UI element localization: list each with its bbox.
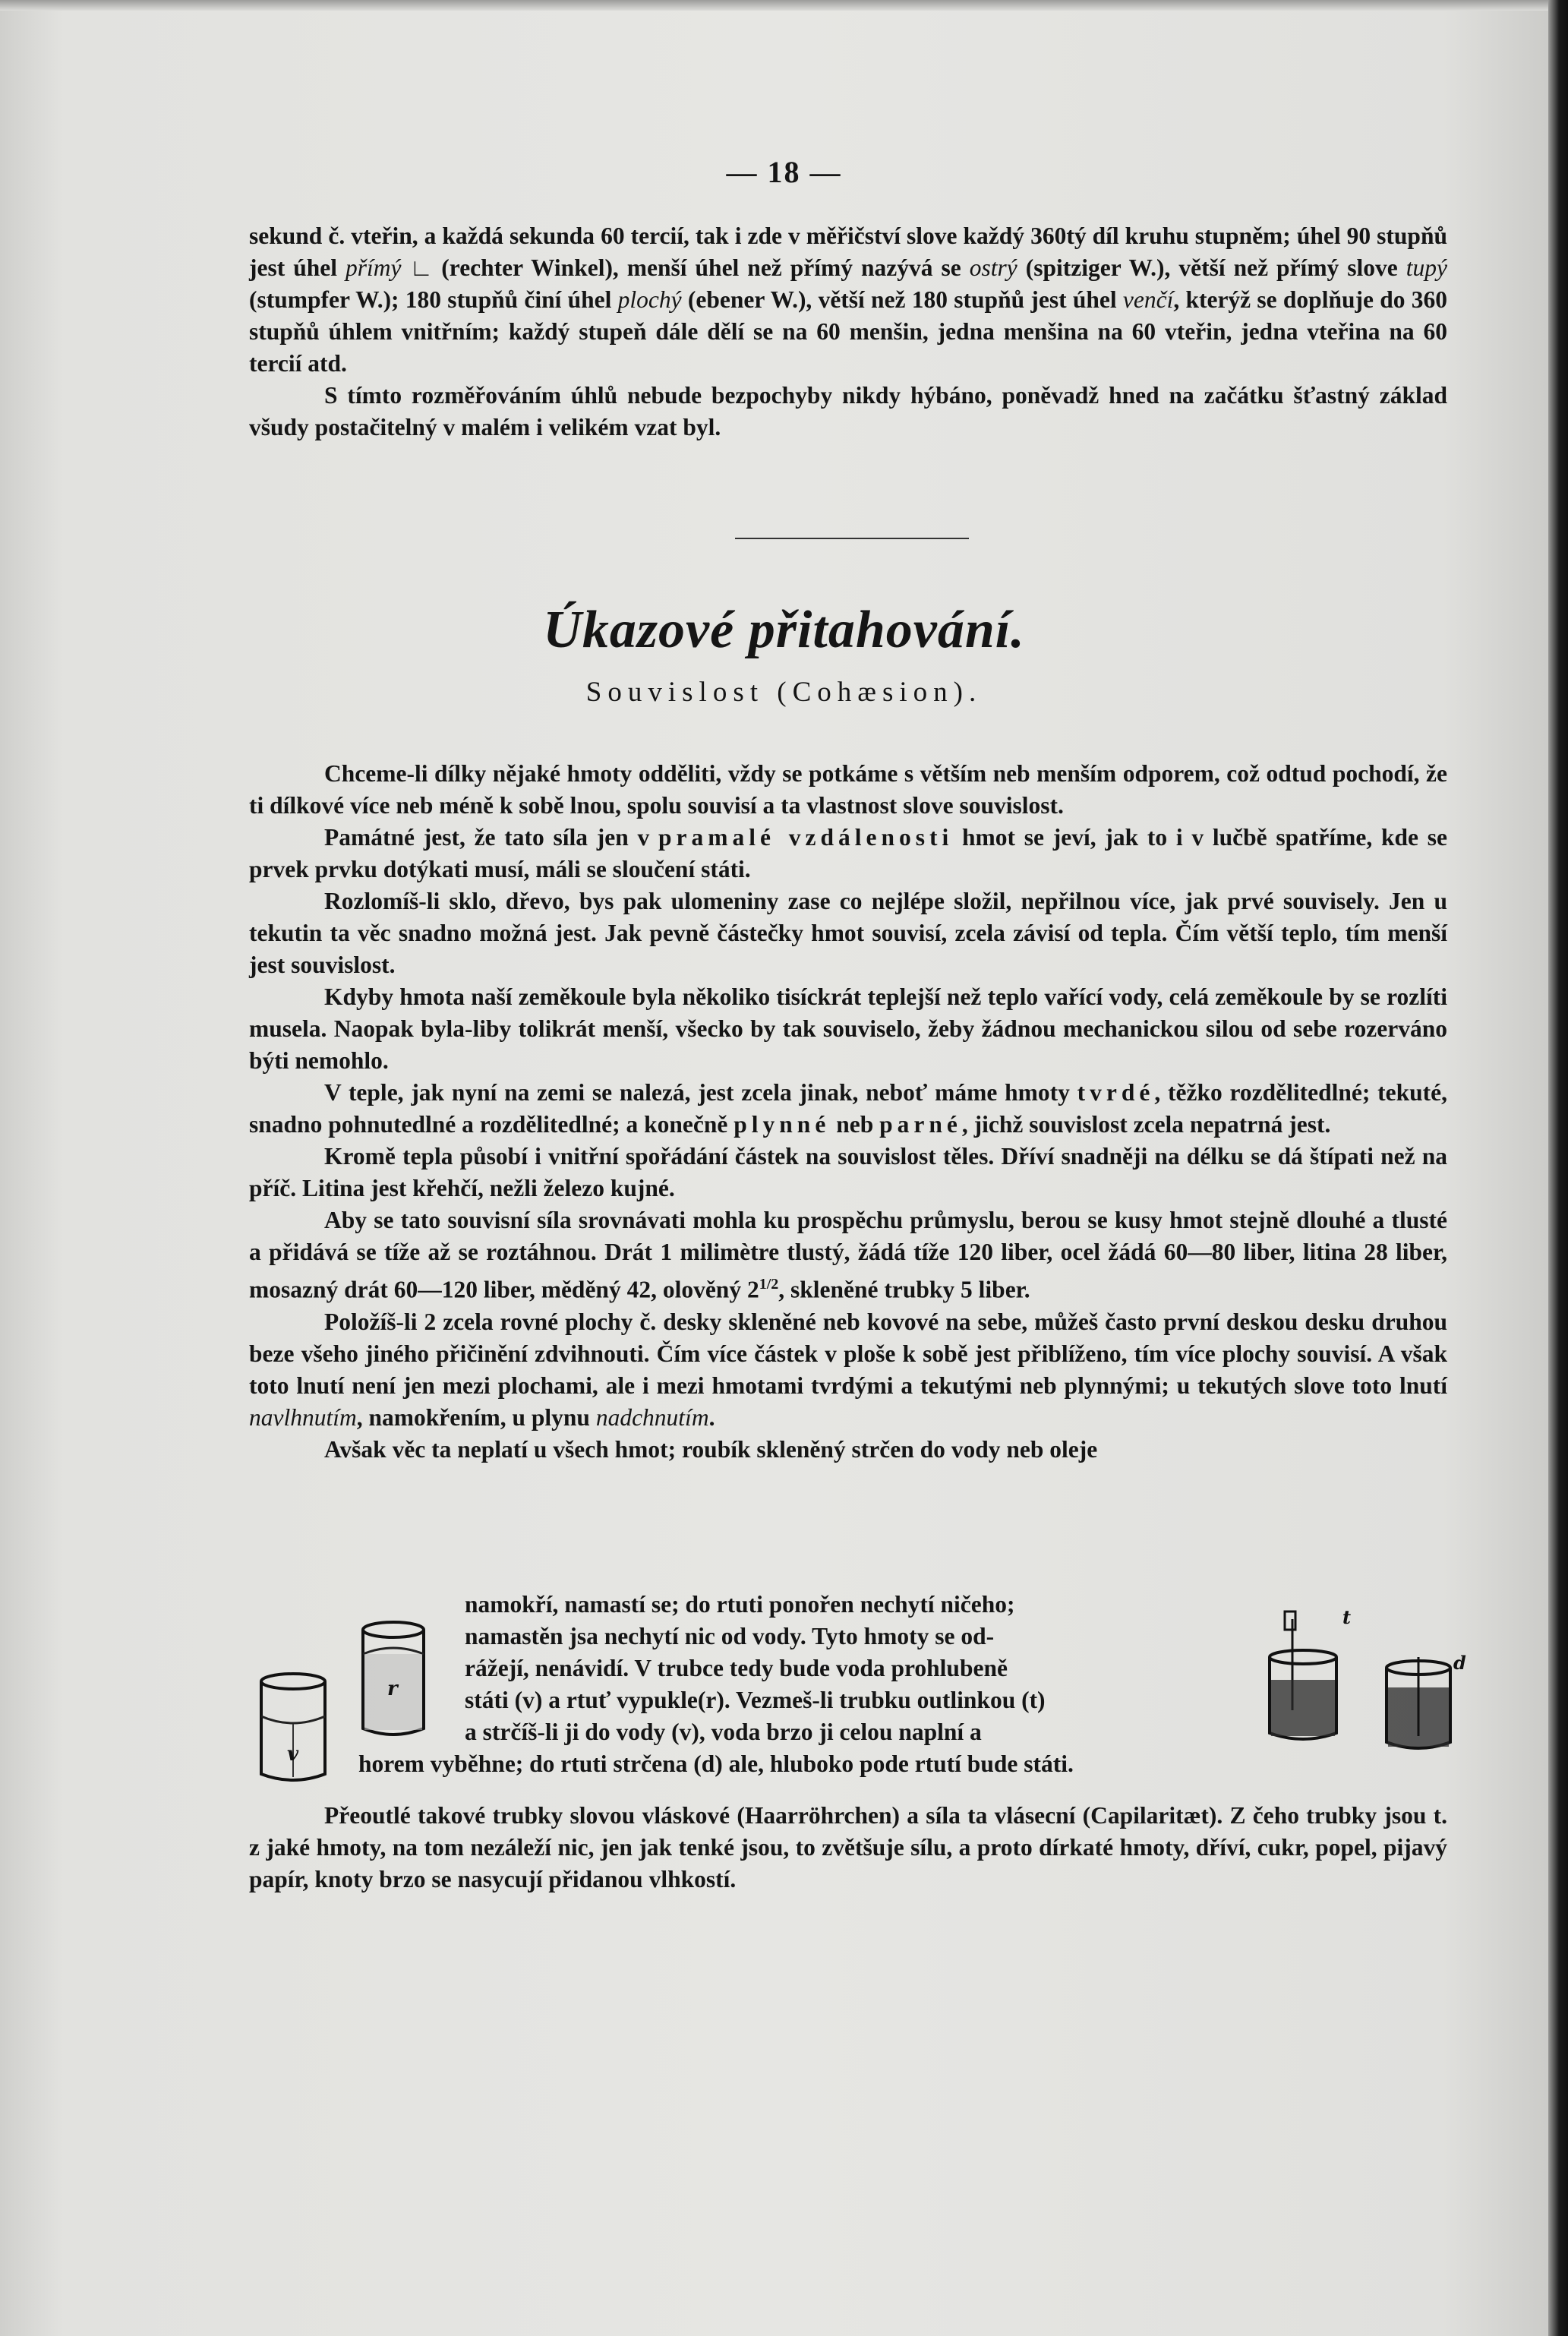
intro-text-4: (stumpfer W.); 180 stupňů činí úhel: [249, 286, 618, 313]
beaker-mercury-figure: [358, 1619, 428, 1741]
page-number: — 18 —: [726, 155, 842, 189]
paragraph-4: Kdyby hmota naší zeměkoule byla několiko tisíckrát teplejší než teplo vařící vody, celá zeměkoule by se rozlíti musela. Naopak byla-liby tolikrát menší, všecko by tak souviselo, žeby žádnou mechanickou silou od sebe rozerváno býti nemohlo.: [249, 983, 1447, 1074]
intro-paragraph: [249, 220, 1447, 444]
paragraph-7: [249, 1204, 1447, 1306]
paragraph-3: Rozlomíš-li sklo, dřevo, bys pak ulomeniny zase co nejlépe složil, nepřilnou více, jak prvé souvisely. Jen u tekutin ta věc snadno možná jest. Jak pevně částečky hmot souvisí, zcela závisí od tepla. Čím větší teplo, tím menší jest souvislost.: [249, 888, 1447, 978]
p5-text-c: , těžko rozdělitedlné; tekuté, snadno pohnutedlné a rozdělitedlné; a konečně: [249, 1079, 1447, 1138]
fig-text-line-6: horem vyběhne; do rtuti strčena (d) ale, hluboko pode rtutí bude státi.: [358, 1750, 1074, 1777]
paragraph-1: Chceme-li dílky nějaké hmoty odděliti, vždy se potkáme s větším neb menším odporem, což odtud pochodí, že ti dílkové více neb méně k sobě lnou, spolu souvisí a ta vlastnost slove souvislost.: [249, 760, 1447, 819]
intro-text-1: sekund č. vteřin, a každá sekunda 60 tercií, tak i zde v měřičství slove každý 360tý díl kruhu stupněm; úhel 90 stupňů jest úhel: [249, 223, 1447, 281]
section-subtitle: Souvislost (Cohæsion).: [585, 677, 983, 708]
body-text: [249, 758, 1447, 1466]
paragraph-8: [249, 1306, 1447, 1434]
term-plochy: plochý: [617, 286, 682, 313]
p5-parne: parné: [879, 1111, 962, 1138]
label-v: v: [287, 1743, 299, 1766]
beaker-water-figure: [257, 1671, 330, 1786]
fig-text-line-3: rážejí, nenávidí. V trubce tedy bude voda prohlubeně: [465, 1655, 1008, 1681]
page-top-edge: [0, 0, 1568, 11]
intro-second-paragraph: S tímto rozměřováním úhlů nebude bezpochyby nikdy hýbáno, poněvadž hned na začátku šťastný základ všudy postačitelný v malém i velikém vzat byl.: [249, 382, 1447, 440]
term-nadchnutim: nadchnutím: [595, 1403, 709, 1431]
p8-text-c: , namokřením, u plynu: [356, 1403, 596, 1431]
p5-plynne: plynné: [734, 1111, 831, 1138]
p2-text-c: hmot se jeví, jak to i v lučbě spatříme, kde se prvek prvku dotýkati musí, máli se sloučení státi.: [249, 824, 1447, 882]
label-d: d: [1453, 1652, 1466, 1674]
capillary-mercury-figure: [1380, 1653, 1464, 1759]
p5-text-e: neb: [830, 1111, 880, 1138]
fig-text-line-2: namastěn jsa nechytí nic od vody. Tyto hmoty se od-: [465, 1623, 995, 1649]
intro-text-2: ∟ (rechter Winkel), menší úhel než přímý nazývá se: [401, 254, 970, 281]
paragraph-2: [249, 822, 1447, 885]
paragraph-10: Přeoutlé takové trubky slovou vláskové (Haarröhrchen) a síla ta vlásecní (Capilaritæt). Z čeho trubky jsou t. z jaké hmoty, na tom nezáleží nic, jen jak tenké jsou, to zvětšuje sílu, a proto dírkaté hmoty, dříví, cukr, popel, pijavý papír, knoty brzo se nasycují přidanou vlhkostí.: [249, 1802, 1447, 1892]
fig-text-line-4: státi (v) a rtuť vypukle(r). Vezmeš-li trubku outlinkou (t): [465, 1687, 1046, 1713]
fig-text-line-5: a strčíš-li ji do vody (v), voda brzo ji celou naplní a: [465, 1719, 982, 1745]
p2-emphasis: pramalé vzdálenosti: [658, 824, 954, 851]
p5-text-g: , jichž souvislost zcela nepatrná jest.: [961, 1111, 1331, 1138]
p2-text-a: Památné jest, že tato síla jen v: [324, 824, 659, 851]
paragraph-9-first-line: Avšak věc ta neplatí u všech hmot; roubík skleněný strčen do vody neb oleje: [324, 1435, 1098, 1463]
p7-text-a: Aby se tato souvisní síla srovnávati mohla ku prospěchu průmyslu, berou se kusy hmot stejně dlouhé a tlusté a přidává se tíže až se roztáhnou. Drát 1 milimètre tlustý, žádá tíže 120 liber, ocel žádá 60—80 liber, litina 28 liber, mosazný drát 60—120 liber, měděný 42, olověný 2: [249, 1207, 1447, 1303]
intro-text-5: (ebener W.), větší než 180 stupňů jest úhel: [681, 286, 1123, 313]
paragraph-6: Kromě tepla působí i vnitřní spořádání částek na souvislost těles. Dříví snadněji na délku se dá štípati než na příč. Litina jest křehčí, nežli železo kujné.: [249, 1143, 1447, 1201]
p5-tvrde: tvrdé: [1077, 1079, 1155, 1106]
term-ostry: ostrý: [969, 254, 1017, 281]
label-r: r: [387, 1678, 398, 1700]
intro-text-6: , kterýž se doplňuje do 360 stupňů úhlem vnitřním; každý stupeň dále dělí se na 60 menšin, jedna menšina na 60 vteřin, jedna vteřina na 60 tercií atd.: [249, 286, 1447, 377]
p7-text-b: , skleněné trubky 5 liber.: [778, 1276, 1030, 1303]
page-right-edge: [1548, 0, 1568, 2336]
section-title: Úkazové přitahování.: [543, 601, 1025, 659]
p8-text-a: Položíš-li 2 zcela rovné plochy č. desky skleněné neb kovové na sebe, můžeš často první deskou desku druhou beze všeho jiného přičinění zdvihnouti. Čím více částek v ploše k sobě jest přiblíženo, tím více plochy souvisí. A však toto lnutí není jen mezi plochami, ale i mezi hmotami tvrdými a tekutými neb plynnými; u tekutých slove toto lnutí: [249, 1308, 1447, 1399]
label-t: t: [1342, 1606, 1352, 1628]
p8-text-e: .: [708, 1403, 715, 1431]
term-navlhnutim: navlhnutím: [249, 1403, 357, 1431]
term-tupy: tupý: [1406, 254, 1448, 281]
capillary-water-figure: [1264, 1604, 1355, 1748]
p5-text-a: V teple, jak nyní na zemi se nalezá, jest zcela jinak, neboť máme hmoty: [324, 1079, 1077, 1106]
term-primy: přímý: [345, 254, 402, 281]
figure-text-block: [358, 1589, 1338, 1780]
paragraph-5: [249, 1077, 1447, 1141]
section-divider: [735, 538, 969, 539]
final-paragraph-block: [249, 1800, 1447, 1896]
p7-fraction: 1/2: [759, 1276, 779, 1293]
fig-text-line-1: namokří, namastí se; do rtuti ponořen nechytí ničeho;: [465, 1591, 1015, 1618]
intro-text-3: (spitziger W.), větší než přímý slove: [1017, 254, 1406, 281]
term-venci: venčí: [1122, 286, 1174, 313]
